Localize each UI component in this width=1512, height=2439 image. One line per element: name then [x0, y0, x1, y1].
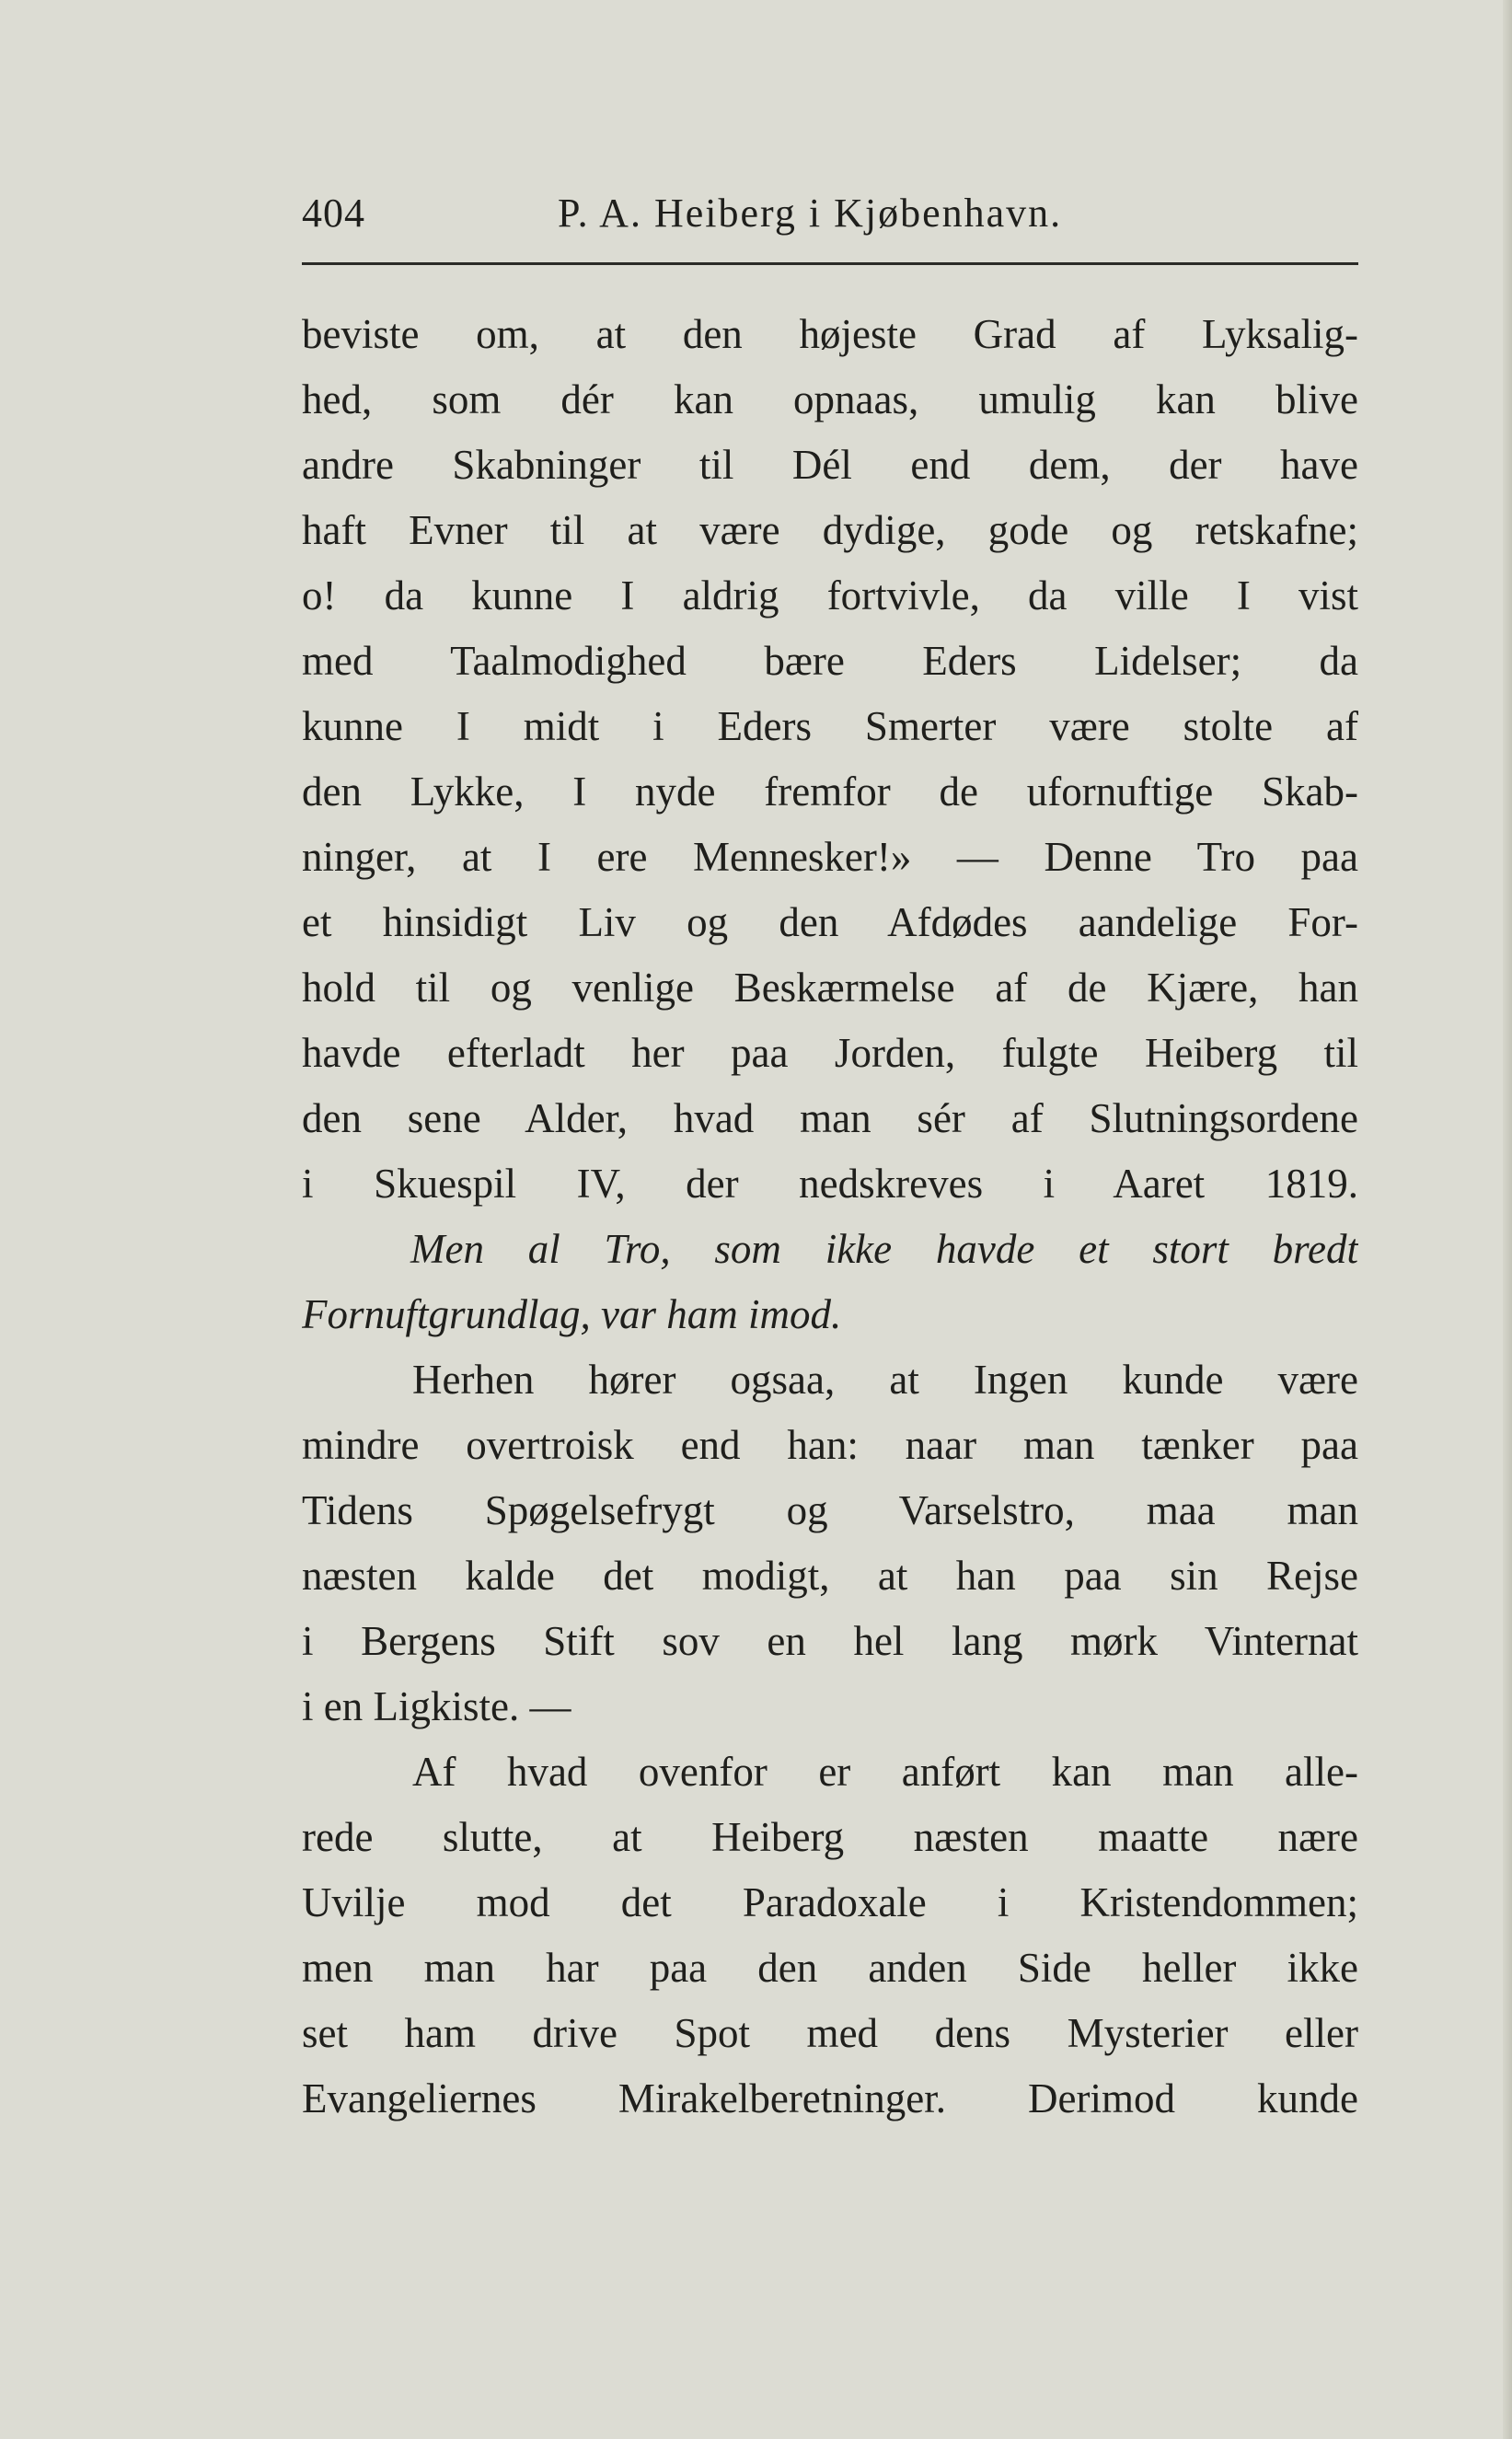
text-line: et hinsidigt Liv og den Afdødes aandelige For- [302, 899, 1358, 945]
page-edge [1503, 0, 1512, 2439]
header-rule [302, 262, 1358, 265]
running-head-title: P. A. Heiberg i Kjøbenhavn. [558, 191, 1063, 236]
text-line: ninger, at I ere Mennesker!» — Denne Tro paa [302, 834, 1358, 880]
page-number: 404 [302, 191, 365, 236]
running-head [302, 180, 1358, 245]
text-line: set ham drive Spot med dens Mysterier eller [302, 2010, 1358, 2056]
text-line: med Taalmodighed bære Eders Lidelser; da [302, 638, 1358, 684]
text-line: hed, som dér kan opnaas, umulig kan blive [302, 376, 1358, 422]
text-line: Evangeliernes Mirakelberetninger. Derimod kunde [302, 2075, 1358, 2121]
italic-text-line: Fornuftgrundlag, var ham imod. [302, 1291, 842, 1337]
paragraph-start-line: Herhen hører ogsaa, at Ingen kunde være [412, 1357, 1358, 1403]
text-line: Uvilje mod det Paradoxale i Kristendommen; [302, 1879, 1358, 1925]
text-line: næsten kalde det modigt, at han paa sin Rejse [302, 1553, 1358, 1599]
paragraph-start-line: Af hvad ovenfor er anført kan man alle- [412, 1749, 1358, 1795]
italic-text-line: Men al Tro, som ikke havde et stort bredt [410, 1226, 1358, 1272]
text-line: i en Ligkiste. — [302, 1683, 571, 1729]
text-line: havde efterladt her paa Jorden, fulgte Heiberg til [302, 1030, 1358, 1076]
text-line: mindre overtroisk end han: naar man tænker paa [302, 1422, 1358, 1468]
text-line: andre Skabninger til Dél end dem, der have [302, 442, 1358, 488]
text-line: kunne I midt i Eders Smerter være stolte af [302, 703, 1358, 749]
text-line: hold til og venlige Beskærmelse af de Kjære, han [302, 965, 1358, 1011]
text-line: rede slutte, at Heiberg næsten maatte nære [302, 1814, 1358, 1860]
text-line: den Lykke, I nyde fremfor de ufornuftige Skab- [302, 769, 1358, 815]
text-line: haft Evner til at være dydige, gode og retskafne; [302, 507, 1358, 553]
text-line: o! da kunne I aldrig fortvivle, da ville I vist [302, 572, 1358, 618]
text-line: men man har paa den anden Side heller ikke [302, 1945, 1358, 1991]
text-line: beviste om, at den højeste Grad af Lyksalig- [302, 311, 1358, 357]
text-line: den sene Alder, hvad man sér af Slutningsordene [302, 1095, 1358, 1141]
text-line: i Skuespil IV, der nedskreves i Aaret 1819. [302, 1161, 1358, 1207]
text-line: i Bergens Stift sov en hel lang mørk Vinternat [302, 1618, 1358, 1664]
text-line: Tidens Spøgelsefrygt og Varselstro, maa man [302, 1487, 1358, 1533]
body-text [302, 302, 1358, 2132]
